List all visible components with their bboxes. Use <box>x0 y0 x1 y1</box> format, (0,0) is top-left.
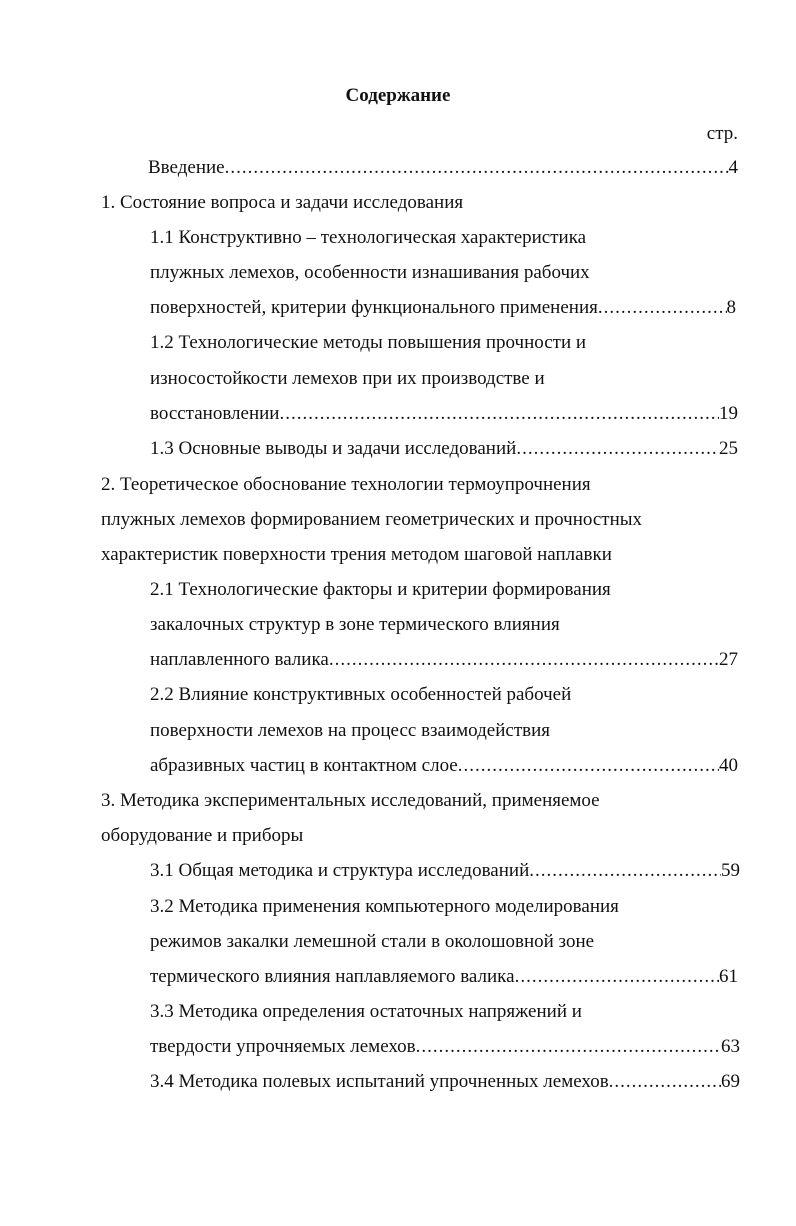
toc-entry-2-2[interactable] <box>150 753 738 779</box>
toc-entry-3-2[interactable] <box>150 964 738 990</box>
toc-section-3-2-line[interactable]: 3.2 Методика применения компьютерного моделирования <box>150 896 619 917</box>
toc-entry-text: твердости упрочняемых лемехов <box>150 1036 416 1057</box>
toc-entry-text: 1.3 Основные выводы и задачи исследований <box>150 438 517 459</box>
leader-dots <box>279 401 719 427</box>
toc-entry-text: восстановлении <box>150 403 280 424</box>
leader-dots <box>516 436 719 462</box>
toc-page-number: 25 <box>719 438 738 459</box>
toc-page-number: 59 <box>721 860 740 881</box>
toc-entry-text: поверхностей, критерии функционального применения <box>150 297 598 318</box>
toc-chapter-2-line[interactable]: 2. Теоретическое обоснование технологии термоупрочнения <box>101 474 591 495</box>
toc-section-1-2-line[interactable]: износостойкости лемехов при их производстве и <box>150 368 545 389</box>
toc-entry-2-1[interactable] <box>150 647 738 673</box>
toc-page-number: 27 <box>719 649 738 670</box>
toc-chapter-2-line[interactable]: характеристик поверхности трения методом шаговой наплавки <box>101 544 612 565</box>
toc-page-number: 19 <box>719 403 738 424</box>
toc-page-number: 4 <box>728 157 738 178</box>
toc-page-number: 61 <box>719 966 738 987</box>
page-column-label: стр. <box>706 123 738 144</box>
leader-dots <box>598 295 727 321</box>
toc-section-2-2-line[interactable]: 2.2 Влияние конструктивных особенностей рабочей <box>150 684 572 705</box>
toc-entry-3-3[interactable] <box>150 1034 740 1060</box>
toc-section-3-2-line[interactable]: режимов закалки лемешной стали в околошовной зоне <box>150 931 595 952</box>
toc-entry-text: термического влияния наплавляемого валика <box>150 966 515 987</box>
toc-section-1-1-line[interactable]: плужных лемехов, особенности изнашивания рабочих <box>150 262 590 283</box>
leader-dots <box>458 753 719 779</box>
leader-dots <box>529 858 721 884</box>
page-title: Содержание <box>345 85 451 106</box>
toc-entry-text: 3.4 Методика полевых испытаний упрочненных лемехов <box>150 1071 609 1092</box>
toc-page-number: 8 <box>726 297 736 318</box>
toc-entry-text: наплавленного валика <box>150 649 329 670</box>
leader-dots <box>515 964 719 990</box>
toc-entry-text: 3.1 Общая методика и структура исследований <box>150 860 530 881</box>
toc-section-3-3-line[interactable]: 3.3 Методика определения остаточных напряжений и <box>150 1001 582 1022</box>
leader-dots <box>329 647 719 673</box>
leader-dots <box>225 155 729 181</box>
toc-section-2-2-line[interactable]: поверхности лемехов на процесс взаимодействия <box>150 720 551 741</box>
toc-entry-1-2[interactable] <box>150 401 738 427</box>
toc-entry-1-1[interactable] <box>150 295 736 321</box>
toc-entry-3-1[interactable] <box>150 858 740 884</box>
toc-chapter-3-line[interactable]: оборудование и приборы <box>101 825 304 846</box>
toc-entry-intro[interactable] <box>148 155 738 181</box>
toc-entry-3-4[interactable] <box>150 1069 740 1095</box>
toc-page-number: 69 <box>721 1071 740 1092</box>
toc-entry-1-3[interactable] <box>150 436 738 462</box>
toc-section-2-1-line[interactable]: 2.1 Технологические факторы и критерии формирования <box>150 579 611 600</box>
toc-chapter-1-title[interactable]: 1. Состояние вопроса и задачи исследования <box>101 192 464 213</box>
toc-entry-text: Введение <box>148 157 225 178</box>
leader-dots <box>609 1069 721 1095</box>
toc-page-number: 63 <box>721 1036 740 1057</box>
leader-dots <box>416 1034 721 1060</box>
toc-chapter-2-line[interactable]: плужных лемехов формированием геометрических и прочностных <box>101 509 643 530</box>
toc-section-2-1-line[interactable]: закалочных структур в зоне термического влияния <box>150 614 560 635</box>
toc-page-number: 40 <box>719 755 738 776</box>
toc-entry-text: абразивных частиц в контактном слое <box>150 755 458 776</box>
toc-chapter-3-line[interactable]: 3. Методика экспериментальных исследований, применяемое <box>101 790 600 811</box>
toc-section-1-1-line[interactable]: 1.1 Конструктивно – технологическая характеристика <box>150 227 587 248</box>
toc-section-1-2-line[interactable]: 1.2 Технологические методы повышения прочности и <box>150 332 587 353</box>
